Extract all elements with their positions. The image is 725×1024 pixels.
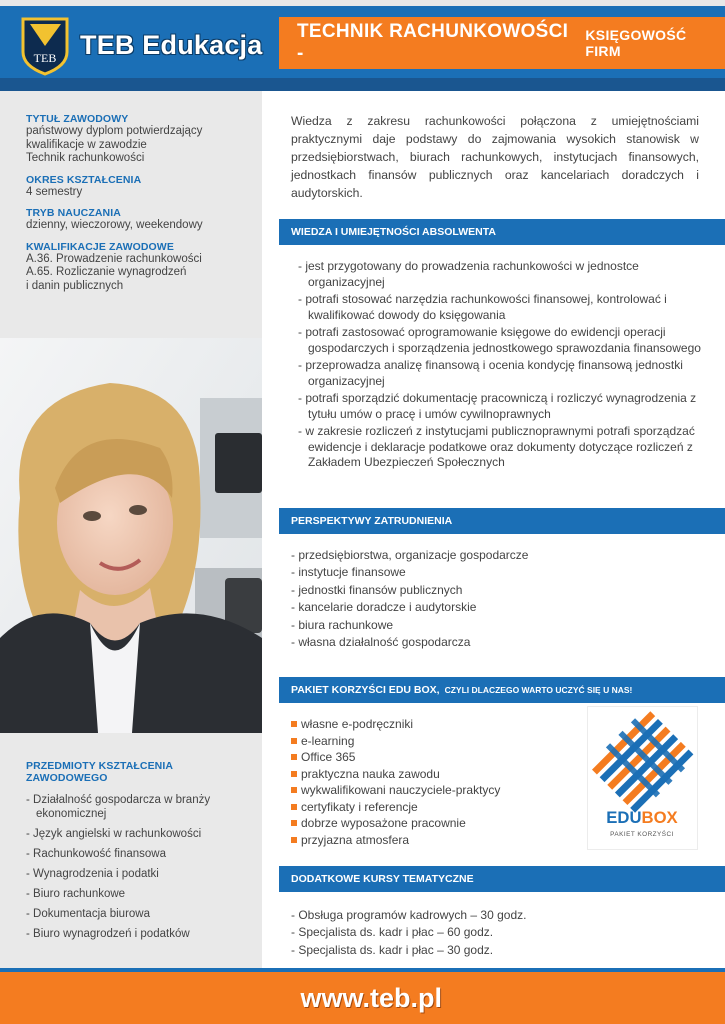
info-group-qualifications bbox=[26, 241, 254, 294]
edubox-wordmark-edu: EDU bbox=[606, 808, 642, 828]
info-label: OKRES KSZTAŁCENIA bbox=[26, 173, 142, 186]
skill-item: - przeprowadza analizę finansową i ocenia kondycję finansową jednostki organizacyjnej bbox=[298, 358, 683, 388]
course-info-panel bbox=[0, 91, 262, 338]
career-item: - przedsiębiorstwa, organizacje gospodarcze bbox=[291, 548, 529, 562]
benefit-text: dobrze wyposażone pracownie bbox=[301, 816, 466, 830]
benefit-item bbox=[291, 733, 576, 750]
edubox-benefits-list bbox=[291, 716, 576, 848]
benefit-text: wykwalifikowani nauczyciele-praktycy bbox=[301, 783, 501, 797]
info-value: dzienny, wieczorowy, weekendowy bbox=[26, 219, 203, 231]
bullet-square-icon bbox=[291, 787, 297, 793]
bullet-square-icon bbox=[291, 738, 297, 744]
skill-item: - w zakresie rozliczeń z instytucjami publicznoprawnymi potrafi sporządzać ewidencje i deklaracje podatkowe oraz dokumenty dotyczące rozliczeń z Zakładem Ubezpieczeń Społecznych bbox=[298, 424, 695, 469]
benefit-item bbox=[291, 782, 576, 799]
bullet-square-icon bbox=[291, 820, 297, 826]
skill-item: - potrafi zastosować oprogramowanie księgowe do ewidencji operacji gospodarczych i sporządzenia jednostkowego sprawozdania finansowego bbox=[298, 325, 701, 355]
info-group-duration bbox=[26, 174, 254, 200]
career-list bbox=[291, 547, 706, 651]
benefit-item bbox=[291, 815, 576, 832]
brand-name: TEB Edukacja bbox=[80, 30, 263, 60]
section-header-courses bbox=[279, 866, 725, 892]
page-title: TECHNIK RACHUNKOWOŚCI - bbox=[297, 21, 569, 64]
info-value: kwalifikacje w zawodzie bbox=[26, 138, 147, 151]
header-shadow-band bbox=[0, 78, 725, 91]
info-value: 4 semestry bbox=[26, 185, 83, 198]
edubox-stripes-icon bbox=[592, 711, 693, 812]
benefit-text: własne e-podręczniki bbox=[301, 717, 414, 731]
section-title: DODATKOWE KURSY TEMATYCZNE bbox=[291, 873, 474, 885]
subject-item: - Dokumentacja biurowa bbox=[26, 908, 151, 920]
benefit-text: przyjazna atmosfera bbox=[301, 832, 410, 847]
info-label: KWALIFIKACJE ZAWODOWE bbox=[26, 240, 174, 253]
benefit-item bbox=[291, 799, 576, 816]
section-header-skills bbox=[279, 219, 725, 245]
courses-list bbox=[291, 907, 706, 959]
career-item: - jednostki finansów publicznych bbox=[291, 582, 463, 597]
bullet-square-icon bbox=[291, 837, 297, 843]
benefit-item bbox=[291, 766, 576, 783]
benefit-item bbox=[291, 749, 576, 766]
edubox-logo bbox=[587, 706, 698, 850]
info-value: A.36. Prowadzenie rachunkowości bbox=[26, 252, 202, 265]
subject-item: - Działalność gospodarcza w branży ekonomicznej bbox=[26, 794, 211, 820]
intro-paragraph: Wiedza z zakresu rachunkowości połączona z umiejętnościami praktycznymi daje podstawy do zajmowania wysokich stanowisk w przedsiębiorstwach, biurach rachunkowych, instytucjach finansowych, jednostkach finansów publicznych oraz kancelariach doradczych i audytorskich. bbox=[291, 114, 699, 200]
skills-list bbox=[291, 259, 706, 473]
subjects-panel bbox=[0, 733, 262, 968]
info-value: państwowy dyplom potwierdzający bbox=[26, 125, 203, 137]
info-group-title bbox=[26, 113, 254, 166]
info-value: Technik rachunkowości bbox=[26, 152, 145, 164]
website-link[interactable]: www.teb.pl bbox=[300, 983, 442, 1013]
benefit-text: Office 365 bbox=[301, 750, 356, 764]
section-title: WIEDZA I UMIEJĘTNOŚCI ABSOLWENTA bbox=[291, 226, 496, 238]
section-header-career bbox=[279, 508, 725, 534]
skill-item: - potrafi stosować narzędzia rachunkowości finansowej, kontrolować i kwalifikować dowody do księgowania bbox=[298, 292, 667, 322]
course-item: - Obsługa programów kadrowych – 30 godz. bbox=[291, 908, 527, 922]
info-group-mode bbox=[26, 207, 254, 233]
section-title-small: CZYLI DLACZEGO WARTO UCZYĆ SIĘ U NAS! bbox=[444, 685, 633, 695]
subjects-heading-line-2: ZAWODOWEGO bbox=[26, 772, 108, 784]
page-subtitle: KSIĘGOWOŚĆ FIRM bbox=[585, 27, 687, 59]
teb-logo-shield-icon bbox=[20, 16, 70, 76]
subjects-list bbox=[26, 793, 256, 941]
info-value: A.65. Rozliczanie wynagrodzeń bbox=[26, 266, 187, 278]
course-item: - Specjalista ds. kadr i płac – 60 godz. bbox=[291, 925, 494, 940]
benefit-text: e-learning bbox=[301, 733, 355, 748]
skill-item: - jest przygotowany do prowadzenia rachunkowości w jednostce organizacyjnej bbox=[298, 259, 639, 289]
career-item: - kancelarie doradcze i audytorskie bbox=[291, 600, 477, 615]
benefit-item bbox=[291, 716, 576, 733]
section-title: PERSPEKTYWY ZATRUDNIENIA bbox=[291, 515, 453, 527]
bullet-square-icon bbox=[291, 754, 297, 760]
info-label: TRYB NAUCZANIA bbox=[26, 207, 121, 219]
edubox-wordmark-box: BOX bbox=[641, 808, 678, 828]
benefit-item bbox=[291, 832, 576, 849]
bullet-square-icon bbox=[291, 721, 297, 727]
subject-item: - Rachunkowość finansowa bbox=[26, 848, 166, 860]
bullet-square-icon bbox=[291, 804, 297, 810]
edubox-tagline: PAKIET KORZYŚCI bbox=[610, 830, 674, 838]
subject-item: - Biuro rachunkowe bbox=[26, 888, 126, 900]
subject-item: - Język angielski w rachunkowości bbox=[26, 828, 202, 840]
info-value: i danin publicznych bbox=[26, 279, 124, 292]
benefit-text: certyfikaty i referencje bbox=[301, 799, 418, 814]
subject-item: - Biuro wynagrodzeń i podatków bbox=[26, 928, 190, 940]
student-photo bbox=[0, 338, 262, 733]
edubox-wordmark bbox=[606, 808, 677, 827]
subject-item: - Wynagrodzenia i podatki bbox=[26, 868, 159, 880]
bullet-square-icon bbox=[291, 771, 297, 777]
skill-item: - potrafi sporządzić dokumentację pracowniczą i rozliczyć wynagrodzenia z tytułu umów o pracę i umów cywilnoprawnych bbox=[298, 391, 697, 421]
career-item: - instytucje finansowe bbox=[291, 565, 406, 580]
career-item: - biura rachunkowe bbox=[291, 617, 394, 632]
logo-text: TEB bbox=[33, 51, 57, 65]
subjects-heading-line-1: PRZEDMIOTY KSZTAŁCENIA bbox=[26, 760, 174, 772]
benefit-text: praktyczna nauka zawodu bbox=[301, 766, 440, 781]
course-item: - Specjalista ds. kadr i płac – 30 godz. bbox=[291, 942, 494, 957]
career-item: - własna działalność gospodarcza bbox=[291, 635, 471, 650]
page-title-box bbox=[279, 17, 725, 69]
info-label: TYTUŁ ZAWODOWY bbox=[26, 113, 129, 125]
section-title: PAKIET KORZYŚCI EDU BOX, bbox=[291, 684, 440, 696]
section-header-edubox bbox=[279, 677, 725, 703]
